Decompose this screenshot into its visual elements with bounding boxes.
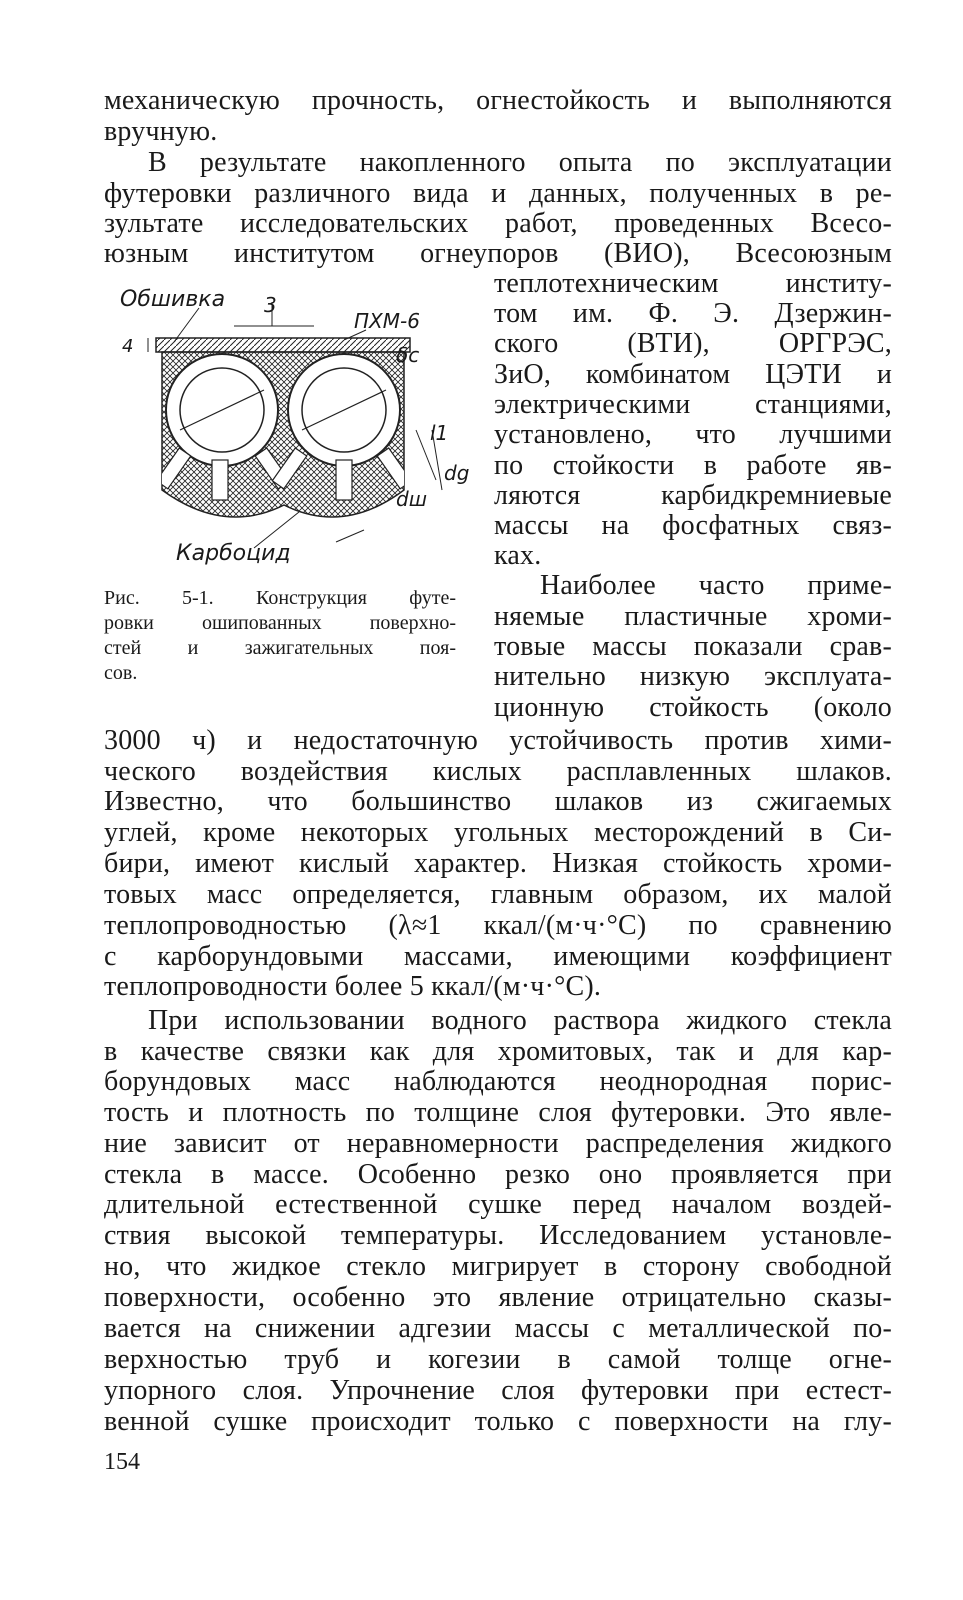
label-dsh: dш xyxy=(396,487,427,511)
text-line: ние зависит от неравномерности распределения жидкого xyxy=(104,1128,892,1159)
text-line: с карборундовыми массами, имеющими коэффициент xyxy=(104,941,892,972)
figure-caption-line: сов. xyxy=(104,662,138,684)
label-three: 3 xyxy=(264,293,277,317)
label-karbotsid: Карбоцид xyxy=(176,541,291,566)
text-line: упорного слоя. Упрочнение слоя футеровки при естест- xyxy=(104,1375,892,1406)
label-pkhm: ПХМ-6 xyxy=(354,309,420,333)
stud xyxy=(212,460,228,500)
text-line: верхностью труб и когезии в самой толще огне- xyxy=(104,1344,892,1375)
text-line: теплопроводностью (λ≈1 ккал/(м·ч·°C) по сравнению xyxy=(104,910,892,941)
text-line: теплопроводности более 5 ккал/(м·ч·°C). xyxy=(104,971,602,1002)
text-line: ЗиО, комбинатом ЦЭТИ и xyxy=(494,359,892,390)
text-line: бири, имеют кислый характер. Низкая стойкость хроми- xyxy=(104,848,892,879)
top-plate xyxy=(156,338,410,352)
stud xyxy=(336,460,352,500)
text-line: венной сушке происходит только с поверхности на глу- xyxy=(104,1406,892,1437)
text-line: футеровки различного вида и данных, полученных в ре- xyxy=(104,178,892,209)
label-obshivka: Обшивка xyxy=(120,287,226,312)
text-line: няемые пластичные хроми- xyxy=(494,601,892,632)
text-line: ского (ВТИ), ОРГРЭС, xyxy=(494,328,892,359)
label-delta: δс xyxy=(396,343,420,367)
figure-caption-line: стей и зажигательных поя- xyxy=(104,637,456,659)
text-line: товых масс определяется, главным образом, их малой xyxy=(104,879,892,910)
text-line: том им. Ф. Э. Дзержин- xyxy=(494,298,892,329)
text-line: стекла в массе. Особенно резко оно проявляется при xyxy=(104,1159,892,1190)
text-line: ческого воздействия кислых расплавленных шлаков. xyxy=(104,756,892,787)
text-line: При использовании водного раствора жидкого стекла xyxy=(148,1005,892,1036)
text-line: ляются карбидкремниевые xyxy=(494,480,892,511)
page-number: 154 xyxy=(104,1449,140,1475)
text-line: механическую прочность, огнестойкость и выполняются xyxy=(104,85,892,116)
text-line: ках. xyxy=(494,540,542,571)
text-line: Известно, что большинство шлаков из сжигаемых xyxy=(104,786,892,817)
text-line: но, что жидкое стекло мигрирует в сторону свободной xyxy=(104,1251,892,1282)
text-line: 3000 ч) и недостаточную устойчивость против хими- xyxy=(104,725,892,756)
text-line: по стойкости в работе яв- xyxy=(494,450,892,481)
text-line: ствия высокой температуры. Исследованием установле- xyxy=(104,1220,892,1251)
figure-5-1 xyxy=(104,280,470,570)
figure-caption-line: ровки ошипованных поверхно- xyxy=(104,612,456,634)
text-line: нительно низкую эксплуата- xyxy=(494,661,892,692)
text-line: вается на снижении адгезии массы с металлической по- xyxy=(104,1313,892,1344)
text-line: товые массы показали срав- xyxy=(494,631,892,662)
text-line: вручную. xyxy=(104,116,218,147)
text-line: установлено, что лучшими xyxy=(494,419,892,450)
text-line: длительной естественной сушке перед началом воздей- xyxy=(104,1189,892,1220)
label-dg: dg xyxy=(444,461,470,485)
label-four: 4 xyxy=(122,336,134,357)
figure-caption-line: Рис. 5-1. Конструкция футе- xyxy=(104,587,456,609)
text-line: электрическими станциями, xyxy=(494,389,892,420)
text-line: борундовых масс наблюдаются неоднородная порис- xyxy=(104,1066,892,1097)
text-line: углей, кроме некоторых угольных месторождений в Си- xyxy=(104,817,892,848)
text-line: тость и плотность по толщине слоя футеровки. Это явле- xyxy=(104,1097,892,1128)
text-line: массы на фосфатных связ- xyxy=(494,510,892,541)
text-line: поверхности, особенно это явление отрицательно сказы- xyxy=(104,1282,892,1313)
text-line: теплотехническим институ- xyxy=(494,268,892,299)
text-line: ционную стойкость (около xyxy=(494,692,892,723)
text-line: зультате исследовательских работ, проведенных Всесо- xyxy=(104,208,892,239)
text-line: Наиболее часто приме- xyxy=(540,570,892,601)
text-line: В результате накопленного опыта по эксплуатации xyxy=(148,147,892,178)
text-line: юзным институтом огнеупоров (ВИО), Всесоюзным xyxy=(104,238,892,269)
label-l1: l1 xyxy=(430,421,449,445)
text-line: в качестве связки как для хромитовых, так и для кар- xyxy=(104,1036,892,1067)
